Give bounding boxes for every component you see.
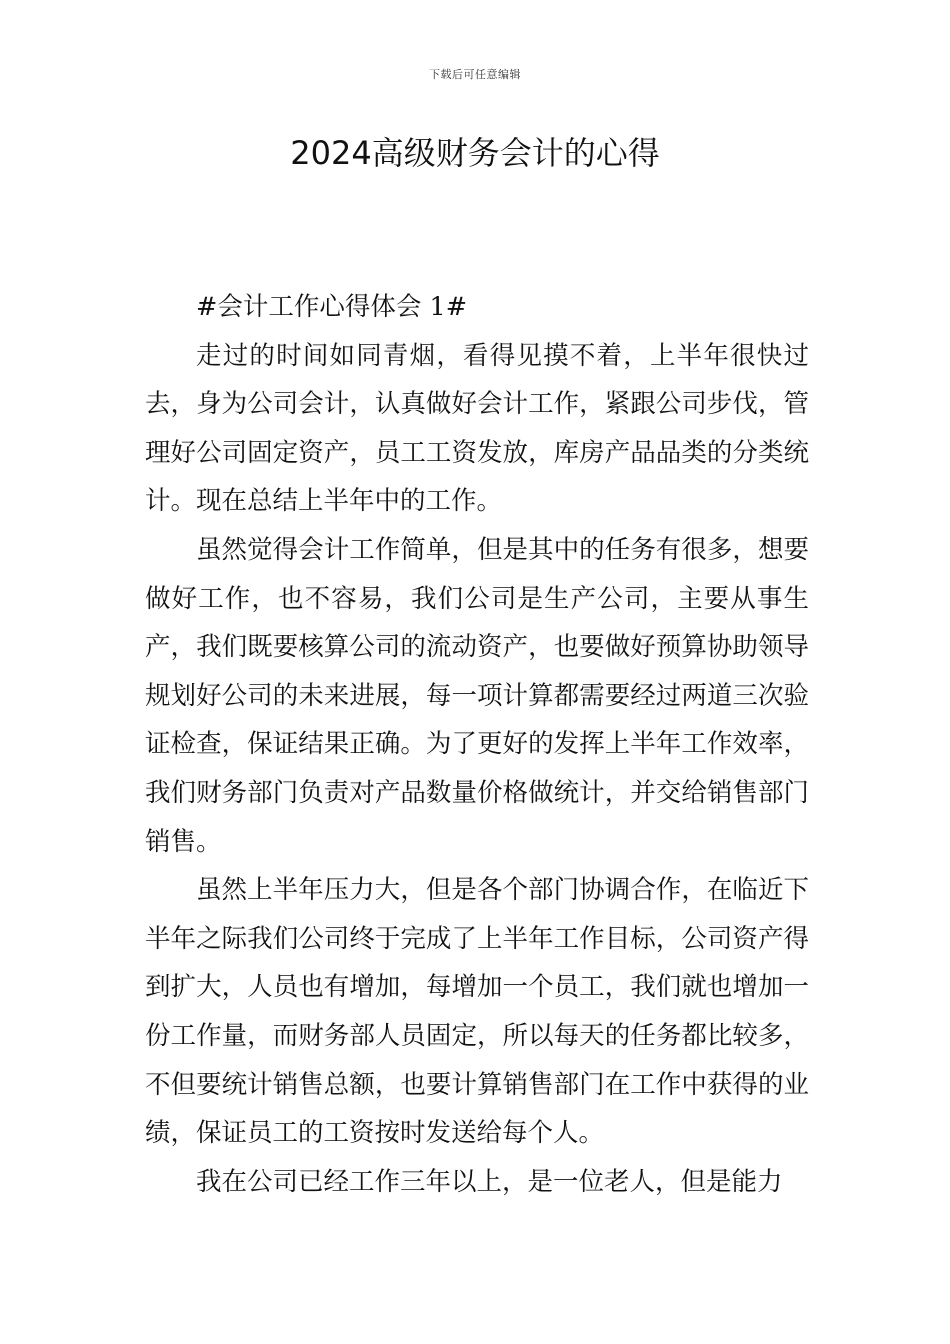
body-paragraph-3: 虽然上半年压力大，但是各个部门协调合作，在临近下半年之际我们公司终于完成了上半年工作目标，公司资产得到扩大，人员也有增加，每增加一个员工，我们就也增加一份工作量，而财务部人员固定，所以每天的任务都比较多，不但要统计销售总额，也要计算销售部门在工作中获得的业绩，保证员工的工资按时发送给每个人。 — [145, 875, 809, 1149]
body-paragraph-4: 我在公司已经工作三年以上，是一位老人，但是能力 — [196, 1166, 783, 1197]
header-note: 下载后可任意编辑 — [429, 68, 521, 81]
section-heading: #会计工作心得体会 1# — [196, 292, 468, 322]
body-paragraph-1: 走过的时间如同青烟，看得见摸不着，上半年很快过去，身为公司会计，认真做好会计工作，紧跟公司步伐，管理好公司固定资产，员工工资发放，库房产品品类的分类统计。现在总结上半年中的工作。 — [145, 340, 809, 517]
body-paragraph-2: 虽然觉得会计工作简单，但是其中的任务有很多，想要做好工作，也不容易，我们公司是生产公司，主要从事生产，我们既要核算公司的流动资产，也要做好预算协助领导规划好公司的未来进展，每一项计算都需要经过两道三次验证检查，保证结果正确。为了更好的发挥上半年工作效率，我们财务部门负责对产品数量价格做统计，并交给销售部门销售。 — [145, 534, 809, 857]
document-body — [145, 283, 809, 1206]
document-title: 2024高级财务会计的心得 — [290, 134, 660, 172]
